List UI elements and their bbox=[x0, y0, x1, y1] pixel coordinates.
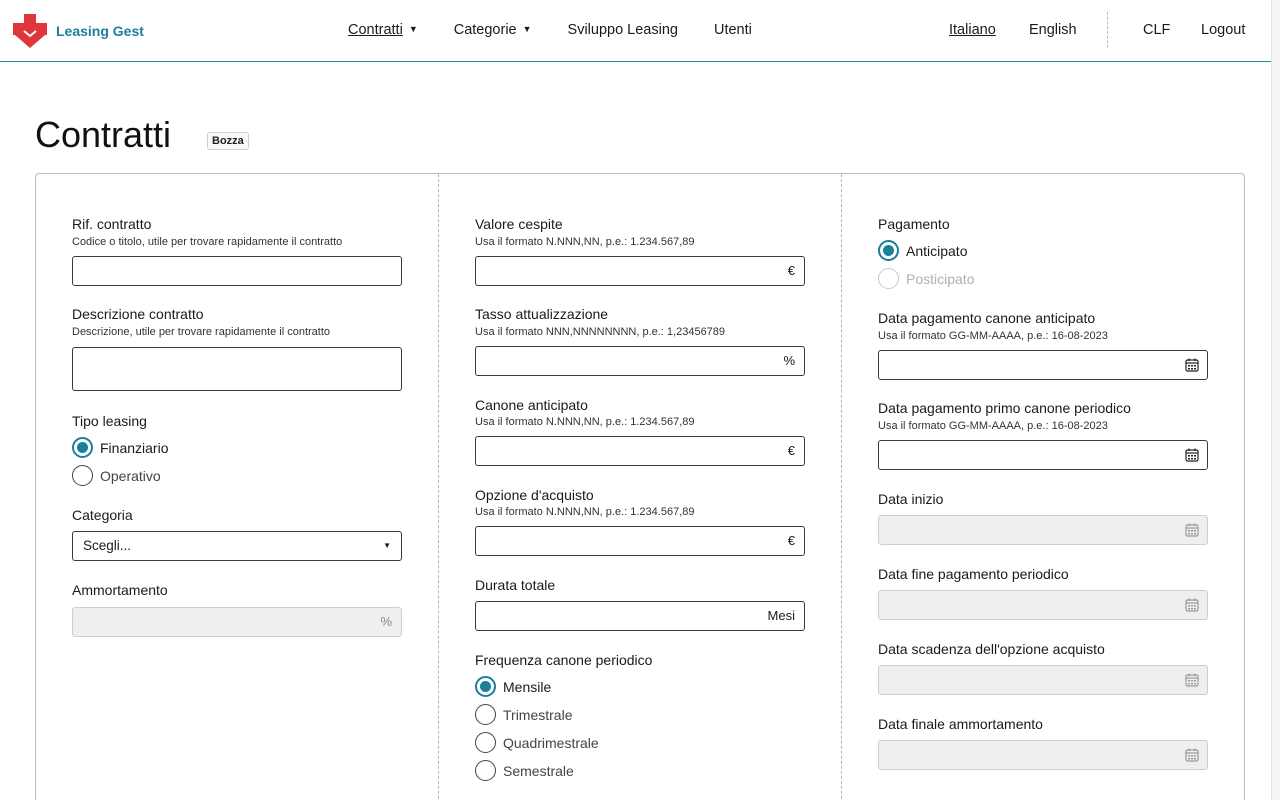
logout-link[interactable]: Logout bbox=[1201, 22, 1246, 38]
data-primo-canone-label: Data pagamento primo canone periodico bbox=[878, 400, 1131, 416]
radio-anticipato-label: Anticipato bbox=[906, 242, 968, 259]
opzione-acquisto-help: Usa il formato N.NNN,NN, p.e.: 1.234.567,89 bbox=[475, 506, 695, 518]
nav-sviluppo-leasing[interactable] bbox=[568, 22, 678, 38]
brand-name: Leasing Gest bbox=[56, 23, 144, 39]
page-title: Contratti bbox=[35, 114, 172, 155]
tasso-attualizzazione-label: Tasso attualizzazione bbox=[475, 306, 609, 322]
frequenza-canone-label: Frequenza canone periodico bbox=[475, 652, 653, 668]
descrizione-contratto-textarea[interactable] bbox=[72, 347, 402, 391]
data-primo-canone-input[interactable] bbox=[878, 440, 1208, 470]
lang-italiano-link[interactable]: Italiano bbox=[949, 22, 996, 38]
radio-posticipato-label: Posticipato bbox=[906, 270, 975, 287]
data-scadenza-opzione-label: Data scadenza dell'opzione acquisto bbox=[878, 641, 1105, 657]
ammortamento-input bbox=[72, 607, 402, 637]
radio-checked-icon bbox=[72, 437, 93, 458]
valore-cespite-help: Usa il formato N.NNN,NN, p.e.: 1.234.567,89 bbox=[475, 236, 695, 248]
radio-mensile-label: Mensile bbox=[503, 678, 552, 695]
calendar-icon[interactable] bbox=[1185, 358, 1199, 372]
calendar-icon[interactable] bbox=[1185, 448, 1199, 462]
radio-semestrale-label: Semestrale bbox=[503, 762, 574, 779]
calendar-icon bbox=[1185, 598, 1199, 612]
radio-unchecked-icon bbox=[72, 465, 93, 486]
categoria-select[interactable] bbox=[72, 531, 402, 561]
categoria-label: Categoria bbox=[72, 507, 133, 523]
radio-finanziario[interactable] bbox=[72, 437, 168, 458]
nav-utenti[interactable] bbox=[714, 22, 752, 38]
brand-logo-icon bbox=[12, 13, 48, 49]
radio-trimestrale-label: Trimestrale bbox=[503, 706, 573, 723]
radio-mensile[interactable] bbox=[475, 676, 551, 697]
nav-divider bbox=[1107, 12, 1108, 48]
data-primo-canone-help: Usa il formato GG-MM-AAAA, p.e.: 16-08-2023 bbox=[878, 420, 1108, 432]
euro-suffix: € bbox=[787, 263, 795, 278]
radio-checked-icon bbox=[475, 676, 496, 697]
rif-contratto-input[interactable] bbox=[72, 256, 402, 286]
data-inizio-input bbox=[878, 515, 1208, 545]
top-navbar bbox=[0, 0, 1280, 62]
data-scadenza-opzione-input bbox=[878, 665, 1208, 695]
nav-utenti-label: Utenti bbox=[713, 22, 752, 38]
canone-anticipato-input[interactable] bbox=[475, 436, 805, 466]
status-badge: Bozza bbox=[207, 132, 249, 150]
column-divider bbox=[841, 174, 842, 800]
data-inizio-label: Data inizio bbox=[878, 491, 944, 507]
brand[interactable] bbox=[12, 13, 144, 49]
radio-quadrimestrale-label: Quadrimestrale bbox=[503, 734, 599, 751]
radio-trimestrale[interactable] bbox=[475, 704, 573, 725]
nav-categorie[interactable] bbox=[454, 22, 532, 38]
percent-suffix: % bbox=[380, 614, 392, 629]
durata-totale-label: Durata totale bbox=[475, 577, 556, 593]
nav-categorie-label: Categorie bbox=[453, 22, 517, 38]
categoria-select-value: Scegli... bbox=[83, 538, 132, 553]
descrizione-contratto-help: Descrizione, utile per trovare rapidamente il contratto bbox=[72, 326, 331, 338]
radio-unchecked-icon bbox=[475, 760, 496, 781]
data-finale-ammortamento-label: Data finale ammortamento bbox=[878, 716, 1043, 732]
tasso-attualizzazione-input[interactable] bbox=[475, 346, 805, 376]
nav-contratti-label: Contratti bbox=[348, 22, 403, 38]
radio-unchecked-icon bbox=[475, 732, 496, 753]
radio-unchecked-icon bbox=[878, 268, 899, 289]
durata-totale-input[interactable] bbox=[475, 601, 805, 631]
calendar-icon bbox=[1185, 673, 1199, 687]
calendar-icon bbox=[1185, 748, 1199, 762]
radio-operativo[interactable] bbox=[72, 465, 161, 486]
radio-checked-icon bbox=[878, 240, 899, 261]
column-divider bbox=[438, 174, 439, 800]
radio-finanziario-label: Finanziario bbox=[100, 439, 169, 456]
tipo-leasing-label: Tipo leasing bbox=[72, 413, 147, 429]
radio-anticipato[interactable] bbox=[878, 240, 967, 261]
data-canone-anticipato-input[interactable] bbox=[878, 350, 1208, 380]
lang-english-link[interactable]: English bbox=[1029, 22, 1077, 38]
rif-contratto-label: Rif. contratto bbox=[72, 216, 152, 232]
radio-operativo-label: Operativo bbox=[100, 467, 161, 484]
data-fine-pagamento-label: Data fine pagamento periodico bbox=[878, 566, 1069, 582]
data-canone-anticipato-label: Data pagamento canone anticipato bbox=[878, 310, 1096, 326]
rif-contratto-help: Codice o titolo, utile per trovare rapidamente il contratto bbox=[72, 236, 343, 248]
euro-suffix: € bbox=[787, 533, 795, 548]
nav-sviluppo-leasing-label: Sviluppo Leasing bbox=[567, 22, 678, 38]
calendar-icon bbox=[1185, 523, 1199, 537]
radio-posticipato bbox=[878, 268, 974, 289]
main-menu bbox=[348, 22, 788, 38]
tasso-attualizzazione-help: Usa il formato NNN,NNNNNNNN, p.e.: 1,23456789 bbox=[475, 326, 726, 338]
radio-unchecked-icon bbox=[475, 704, 496, 725]
page-scrollbar[interactable] bbox=[1271, 0, 1280, 800]
data-fine-pagamento-input bbox=[878, 590, 1208, 620]
opzione-acquisto-input[interactable] bbox=[475, 526, 805, 556]
mesi-suffix: Mesi bbox=[767, 608, 795, 623]
percent-suffix: % bbox=[783, 353, 795, 368]
pagamento-label: Pagamento bbox=[878, 216, 950, 232]
canone-anticipato-help: Usa il formato N.NNN,NN, p.e.: 1.234.567,89 bbox=[475, 416, 695, 428]
data-finale-ammortamento-input bbox=[878, 740, 1208, 770]
chevron-down-icon: ▼ bbox=[408, 24, 418, 34]
data-canone-anticipato-help: Usa il formato GG-MM-AAAA, p.e.: 16-08-2023 bbox=[878, 330, 1108, 342]
radio-quadrimestrale[interactable] bbox=[475, 732, 599, 753]
user-link[interactable]: CLF bbox=[1143, 22, 1171, 38]
descrizione-contratto-label: Descrizione contratto bbox=[72, 306, 204, 322]
euro-suffix: € bbox=[787, 443, 795, 458]
ammortamento-label: Ammortamento bbox=[72, 582, 168, 598]
chevron-down-icon: ▼ bbox=[522, 24, 532, 34]
canone-anticipato-label: Canone anticipato bbox=[475, 397, 588, 413]
nav-contratti[interactable] bbox=[348, 22, 418, 38]
radio-semestrale[interactable] bbox=[475, 760, 574, 781]
chevron-down-icon: ▼ bbox=[383, 541, 391, 550]
valore-cespite-input[interactable] bbox=[475, 256, 805, 286]
valore-cespite-label: Valore cespite bbox=[475, 216, 563, 232]
opzione-acquisto-label: Opzione d'acquisto bbox=[475, 487, 594, 503]
